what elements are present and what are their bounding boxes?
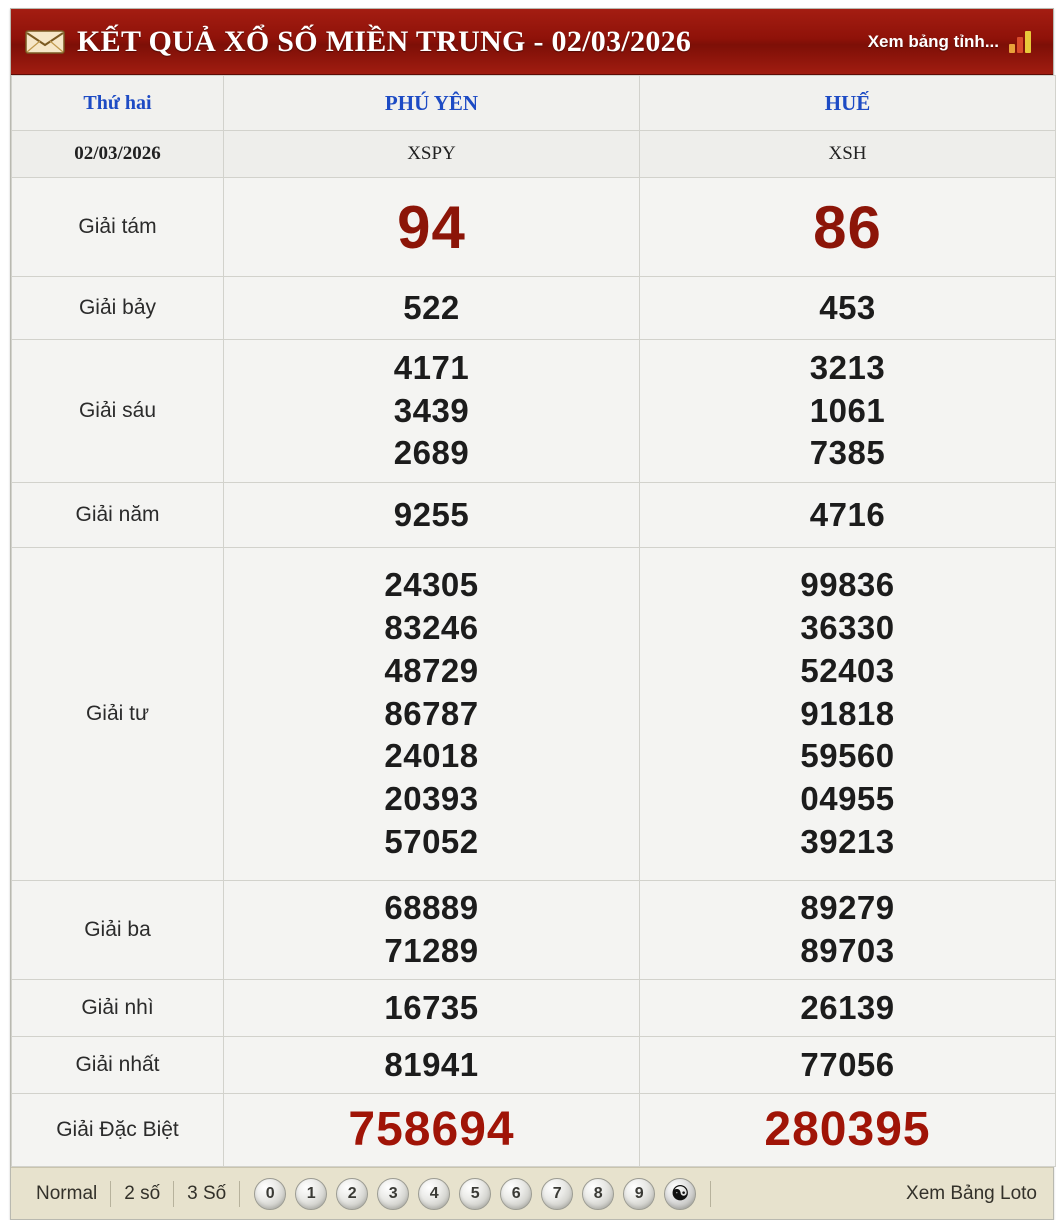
bar-chart-icon[interactable]: [1009, 31, 1035, 53]
digit-ball-9[interactable]: 9: [623, 1178, 655, 1210]
prize-values-0-1: 86: [640, 178, 1056, 277]
prize-label-5: Giải ba: [12, 881, 224, 980]
weekday-label: Thứ hai: [12, 76, 224, 131]
digit-ball-3[interactable]: 3: [377, 1178, 409, 1210]
digit-ball-8[interactable]: 8: [582, 1178, 614, 1210]
prize-values-3-0: 9255: [224, 483, 640, 548]
footer-divider: [710, 1181, 711, 1207]
digit-ball-7[interactable]: 7: [541, 1178, 573, 1210]
prize-values-4-1: 99836 36330 52403 91818 59560 04955 39213: [640, 548, 1056, 881]
table-row: [12, 548, 1056, 881]
prize-label-0: Giải tám: [12, 178, 224, 277]
table-row: [12, 483, 1056, 548]
prize-values-8-1: 280395: [640, 1094, 1056, 1167]
digit-ball-0[interactable]: 0: [254, 1178, 286, 1210]
table-code-row: [12, 131, 1056, 178]
result-footer: [11, 1167, 1053, 1219]
prize-values-8-0: 758694: [224, 1094, 640, 1167]
results-table: [11, 75, 1056, 1167]
yin-yang-icon[interactable]: ☯: [664, 1178, 696, 1210]
header-right-group: [868, 31, 1039, 53]
prize-values-2-1: 3213 1061 7385: [640, 340, 1056, 483]
lottery-result-box: [10, 8, 1054, 1220]
digit-filter-balls: [240, 1178, 710, 1210]
province-name-1[interactable]: HUẾ: [640, 76, 1056, 131]
result-header: [11, 9, 1053, 75]
table-row: [12, 1037, 1056, 1094]
table-row: [12, 980, 1056, 1037]
table-row: [12, 178, 1056, 277]
digit-ball-4[interactable]: 4: [418, 1178, 450, 1210]
prize-values-1-1: 453: [640, 277, 1056, 340]
prize-values-1-0: 522: [224, 277, 640, 340]
view-province-table-link[interactable]: Xem bảng tỉnh...: [867, 31, 999, 51]
province-name-0[interactable]: PHÚ YÊN: [224, 76, 640, 131]
prize-label-2: Giải sáu: [12, 340, 224, 483]
prize-values-2-0: 4171 3439 2689: [224, 340, 640, 483]
view-loto-table-link[interactable]: Xem Bảng Loto: [906, 1182, 1037, 1204]
prize-label-8: Giải Đặc Biệt: [12, 1094, 224, 1167]
prize-values-7-1: 77056: [640, 1037, 1056, 1094]
page-title: KẾT QUẢ XỔ SỐ MIỀN TRUNG - 02/03/2026: [77, 24, 692, 58]
table-row: [12, 1094, 1056, 1167]
prize-values-6-1: 26139: [640, 980, 1056, 1037]
prize-label-4: Giải tư: [12, 548, 224, 881]
prize-values-3-1: 4716: [640, 483, 1056, 548]
prize-values-5-1: 89279 89703: [640, 881, 1056, 980]
prize-label-1: Giải bảy: [12, 277, 224, 340]
prize-values-5-0: 68889 71289: [224, 881, 640, 980]
digit-ball-5[interactable]: 5: [459, 1178, 491, 1210]
prize-label-6: Giải nhì: [12, 980, 224, 1037]
mail-icon: [25, 28, 65, 56]
footer-right-group: [890, 1183, 1041, 1205]
footer-normal-button[interactable]: Normal: [36, 1182, 98, 1204]
prize-label-3: Giải năm: [12, 483, 224, 548]
footer-three-digit-button[interactable]: 3 Số: [187, 1182, 227, 1204]
table-header-row: [12, 76, 1056, 131]
digit-ball-2[interactable]: 2: [336, 1178, 368, 1210]
table-row: [12, 881, 1056, 980]
prize-values-7-0: 81941: [224, 1037, 640, 1094]
prize-values-4-0: 24305 83246 48729 86787 24018 20393 57052: [224, 548, 640, 881]
digit-ball-1[interactable]: 1: [295, 1178, 327, 1210]
prize-label-7: Giải nhất: [12, 1037, 224, 1094]
footer-two-digit-button[interactable]: 2 số: [124, 1182, 161, 1204]
table-row: [12, 277, 1056, 340]
table-row: [12, 340, 1056, 483]
prize-values-0-0: 94: [224, 178, 640, 277]
digit-ball-6[interactable]: 6: [500, 1178, 532, 1210]
prize-values-6-0: 16735: [224, 980, 640, 1037]
province-code-1: XSH: [640, 131, 1056, 178]
province-code-0: XSPY: [224, 131, 640, 178]
draw-date: 02/03/2026: [12, 131, 224, 178]
